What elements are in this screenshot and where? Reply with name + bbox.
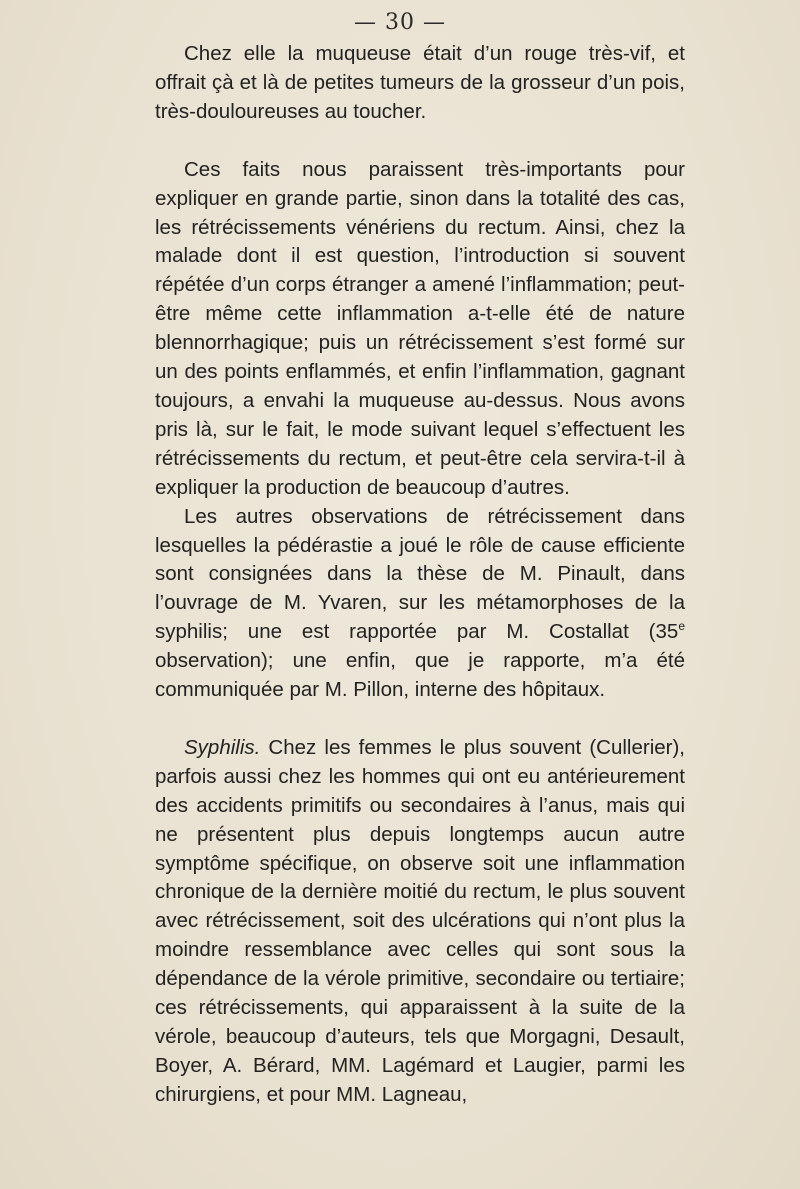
paragraph-3-text-b: observation); une enfin, que je rapporte, m’a été communiquée par M. Pillon, interne des hôpitaux. bbox=[155, 649, 685, 702]
paragraph-4 bbox=[155, 734, 685, 1110]
paragraph-1: Chez elle la muqueuse était d’un rouge très-vif, et offrait çà et là de petites tumeurs de la grosseur d’un pois, très-douloureuses au toucher. bbox=[155, 42, 685, 123]
paragraph-3-text-a: Les autres observations de rétrécissement dans lesquelles la pédérastie a joué le rôle de cause efficiente sont consignées dans la thèse de M. Pinault, dans l’ouvrage de M. Yvaren, sur les métamorphoses de la syphilis; une est rapportée par M. Costallat (35 bbox=[155, 504, 685, 644]
paragraph-4-text: Chez les femmes le plus souvent (Cullerier), parfois aussi chez les hommes qui ont eu antérieurement des accidents primitifs ou secondaires à l’anus, mais qui ne présentent plus depuis longtemps aucun autre symptôme spécifique, on observe soit une inflammation chronique de la dernière moitié du rectum, le plus souvent avec rétrécissement, soit des ulcérations qui n’ont plus la moindre ressemblance avec celles qui sont sous la dépendance de la vérole primitive, secondaire ou tertiaire; ces rétrécissements, qui apparaissent à la suite de la vérole, beaucoup d’auteurs, tels que Morgagni, Desault, Boyer, A. Bérard, MM. Lagémard et Laugier, parmi les chirurgiens, et pour MM. Lagneau, bbox=[155, 735, 685, 1106]
section-lead-syphilis: Syphilis. bbox=[184, 735, 261, 759]
page-body bbox=[155, 40, 685, 1110]
ordinal-superscript: e bbox=[678, 619, 685, 634]
paragraph-3 bbox=[155, 503, 685, 705]
page-number: — 30 — bbox=[354, 10, 446, 35]
paragraph-2: Ces faits nous paraissent très-importants pour expliquer en grande partie, sinon dans la totalité des cas, les rétrécissements vénériens du rectum. Ainsi, chez la malade dont il est question, l’introduction si souvent répétée d’un corps étranger a amené l’inflammation; peut-être même cette inflammation a-t-elle été de nature blennorrhagique; puis un rétrécissement s’est formé sur un des points enflammés, et enfin l’inflammation, gagnant toujours, a envahi la muqueuse au-dessus. Nous avons pris là, sur le fait, le mode suivant lequel s’effectuent les rétrécissements du rectum, et peut-être cela servira-t-il à expliquer la production de beaucoup d’autres. bbox=[155, 157, 685, 499]
